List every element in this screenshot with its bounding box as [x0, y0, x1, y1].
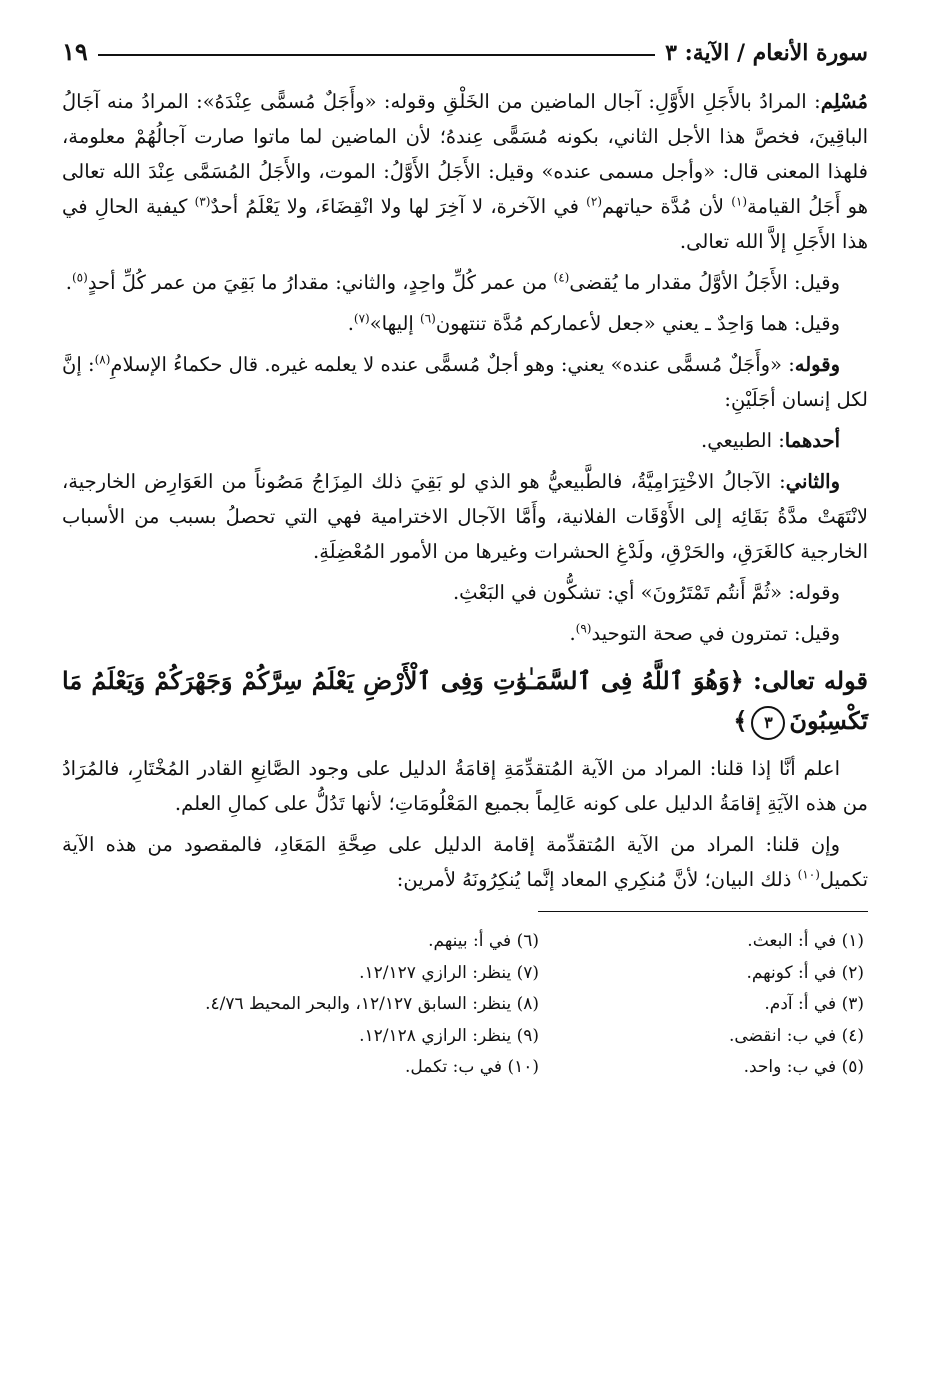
- text-run: : الآجالُ الاخْتِرَامِيَّةُ، فالطَّبيعيُّ هو الذي لو بَقِيَ ذلك المِزَاجُ مَصُوناً من العَوَارِض الخارجية، لانْتَهَتْ مدَّةُ بَقَائِه إلى الأَوْقَات الفلانية، وأَمَّا الآجال الاخترامية فهي التي تحصلُ بسبب من الأسباب الخارجية كالغَرَقِ، والحَرْقِ، ولَدْغِ الحشرات وغيرها من الأمور المُعْضِلَةِ.: [62, 470, 868, 563]
- footnote: (١) في أ: البعث.: [747, 931, 864, 951]
- text-run: وقيل: هما وَاحِدٌ ـ يعني «جعل لأعماركم مُدَّة تنتهون: [435, 312, 840, 335]
- paragraph: [62, 827, 868, 897]
- body-text: [62, 84, 868, 897]
- footnote-ref: (٩): [575, 621, 592, 636]
- text-run: : «وأَجَلٌ مُسمًّى عنده» يعني: وهو أجلٌ مُسمًّى عنده لا يعلمه غيره. قال حكماءُ الإسلامِ: [110, 353, 795, 376]
- text-run: : المرادُ بالأَجَلِ الأَوَّلِ: آجال الماضين من الخَلْقِ وقوله: «وأَجَلٌ مُسمًّى عِنْدَهُ»: المرادُ منه آجَالُ الباقِينَ، فخصَّ هذا الأجل الثاني، بكونه مُسَمًّى عِندهُ؛ لأن الماضين لما ماتوا صارت آجالُهُمْ معلومة، فلهذا المعنى قال: «وأجل مسمى عنده» وقيل: الأَجَلُ الأَوَّلُ: الموت، والأَجَلُ المُسَمَّى عِنْدَ الله تعالى هو أَجَلُ القيامة: [62, 90, 868, 218]
- lead-word: وقوله: [794, 353, 840, 376]
- footnote: (٧) ينظر: الرازي ١٢/١٢٧.: [359, 962, 539, 983]
- text-run: : إنَّ لكل إنسان أجَلَيْنِ:: [62, 353, 868, 411]
- text-run: .: [347, 312, 354, 335]
- text-run: اعلم أنَّا إذا قلنا: المراد من الآية المُتقدِّمَةِ إقامَةُ الدليل على وجود الصَّانِعِ القادر المُخْتَارِ، فالمُرَادُ من هذه الآيَةِ إقامَةُ الدليل على كونه عَالِماً بجميع المَعْلُومَاتِ؛ لأنها تَدُلُّ على كمالِ العلم.: [62, 757, 868, 815]
- page-header: [62, 20, 868, 68]
- paragraph: [62, 423, 868, 458]
- paragraph: [62, 347, 868, 417]
- paragraph: [62, 464, 868, 569]
- footnote: (١٠) في ب: تكمل.: [404, 1057, 539, 1077]
- lead-word: أحدهما: [784, 429, 840, 452]
- footnote-ref: (٤): [553, 270, 570, 285]
- footnote-ref: (٦): [420, 311, 436, 326]
- footnote-ref: (١): [731, 194, 748, 209]
- paragraph: [62, 575, 868, 610]
- text-run: كيفية الحالِ في هذا الأَجَلِ إلاَّ الله تعالى.: [62, 195, 868, 253]
- footnotes: [62, 926, 868, 1084]
- footnote: (٤) في ب: انقضى.: [728, 1025, 864, 1046]
- text-run: وإن قلنا: المراد من الآية المُتقدِّمة إقامة الدليل على صِحَّةِ المَعَادِ، فالمقصود من هذه الآية تكميل: [62, 833, 868, 891]
- text-run: .: [65, 271, 72, 294]
- page-number: ١٩: [62, 37, 88, 66]
- footnote-ref: (١٠): [797, 867, 820, 882]
- footnote: (٩) ينظر: الرازي ١٢/١٢٨.: [359, 1025, 539, 1046]
- footnote: (٦) في أ: بينهم.: [428, 931, 539, 951]
- footnote: (٢) في أ: كونهم.: [746, 962, 864, 983]
- paragraph: [62, 616, 868, 651]
- text-run: لأن مُدَّة حياتهم: [602, 195, 732, 218]
- footnote: (٥) في ب: واحد.: [743, 1057, 864, 1077]
- paragraph: [62, 751, 868, 821]
- text-run: وقيل: تمترون في صحة التوحيد: [591, 622, 840, 645]
- footnote-ref: (٧): [353, 311, 370, 326]
- text-run: إليها»: [369, 312, 421, 335]
- header-rule: [98, 54, 655, 56]
- verse-text: ﴿وَهُوَ ٱللَّهُ فِى ٱلسَّمَـٰوَٰتِ وَفِى ٱلْأَرْضِ يَعْلَمُ سِرَّكُمْ وَجَهْرَكُمْ وَيَعْلَمُ مَا تَكْسِبُونَ: [62, 666, 868, 735]
- footnote: (٣) في أ: آدم.: [764, 994, 864, 1014]
- footnote-ref: (٣): [194, 194, 211, 209]
- text-run: في الآخرة، لا آخِرَ لها ولا انْقِضَاءَ، ولا يَعْلَمُ أحدٌ: [210, 195, 587, 218]
- document-page: [62, 20, 868, 1084]
- footnote-ref: (٢): [586, 194, 602, 209]
- running-head: سورة الأنعام / الآية: ٣: [665, 40, 868, 66]
- lead-word: مُسْلِم: [820, 90, 868, 113]
- footnote-separator: [538, 911, 868, 912]
- text-run: وقيل: الأَجَلُ الأوَّلُ مقدار ما يُقضى: [569, 271, 840, 294]
- footnote-ref: (٥): [71, 270, 88, 285]
- text-run: وقوله: «ثُمَّ أَنتُم تَمْتَرُونَ» أي: تشكُّون في البَعْثِ.: [452, 581, 840, 604]
- footnote: (٨) ينظر: السابق ١٢/١٢٧، والبحر المحيط ٤/٧٦.: [205, 994, 539, 1014]
- verse-close-bracket: ﴾: [733, 706, 748, 735]
- lead-word: والثاني: [785, 470, 840, 493]
- paragraph: [62, 84, 868, 259]
- verse-number-medallion: ٣: [751, 706, 785, 740]
- quran-verse: [62, 661, 868, 741]
- paragraph: [62, 306, 868, 341]
- footnotes-right-column: [539, 926, 868, 1084]
- footnote-ref: (٨): [94, 352, 111, 367]
- paragraph: [62, 265, 868, 300]
- text-run: ذلك البيان؛ لأنَّ مُنكِري المعاد إنَّما يُنكِرُونَهُ لأمرين:: [396, 868, 798, 891]
- text-run: : الطبيعي.: [701, 429, 785, 452]
- text-run: .: [569, 622, 576, 645]
- verse-intro: قوله تعالى:: [752, 666, 868, 695]
- footnotes-left-column: [199, 926, 539, 1084]
- text-run: من عمر كُلِّ واحِدٍ، والثاني: مقدارُ ما بَقِيَ من عمر كُلِّ أحدٍ: [87, 271, 554, 294]
